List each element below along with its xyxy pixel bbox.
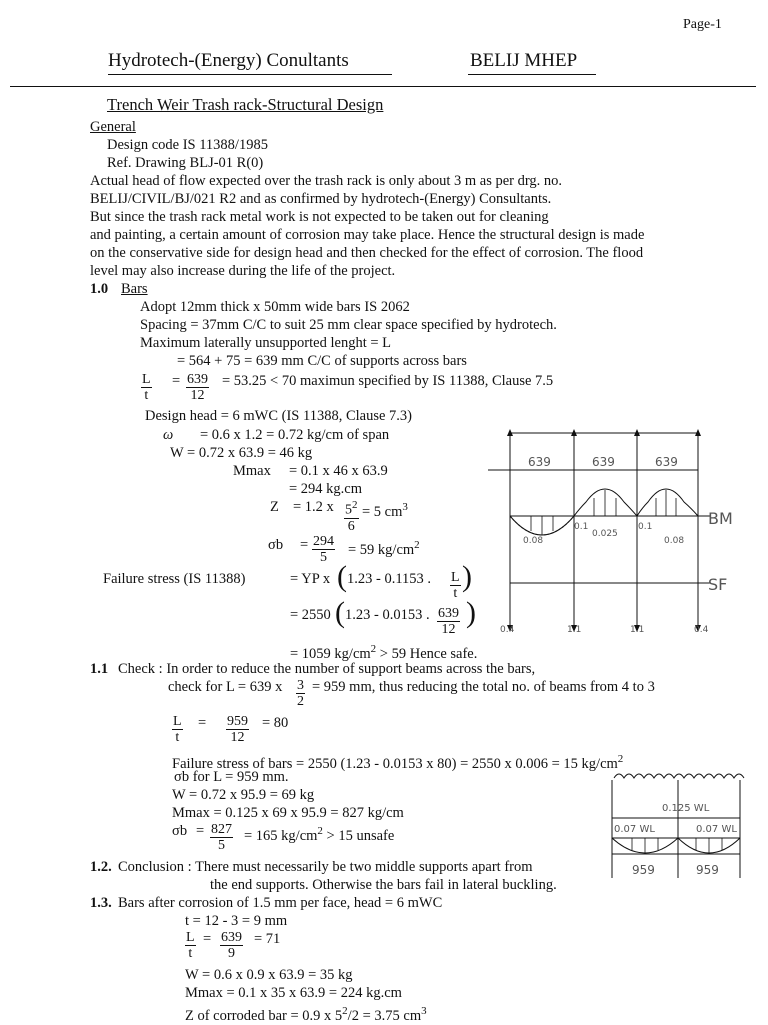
z-prefix: = 1.2 x bbox=[293, 499, 334, 515]
reaction-3: 1.1 bbox=[630, 625, 645, 635]
project-name: BELIJ MHEP bbox=[470, 50, 578, 71]
check-sigma-b-line: σb for L = 959 mm. bbox=[174, 769, 289, 785]
sf-label: SF bbox=[708, 575, 728, 594]
check-sigma-b-fraction: $\frac{827}{5}$ bbox=[211, 822, 232, 853]
mmax-result: = 294 kg.cm bbox=[289, 481, 363, 497]
mmax-value: = 0.1 x 46 x 63.9 bbox=[289, 463, 388, 479]
continuous-beam-diagram bbox=[488, 428, 748, 646]
check-line-1: Check : In order to reduce the number of support beams across the bars, bbox=[118, 661, 536, 677]
general-para-1: Actual head of flow expected over the trash rack is only about 3 m as per drg. no. bbox=[90, 173, 563, 189]
bars-spacing: Spacing = 37mm C/C to suit 25 mm clear space specified by hydrotech. bbox=[140, 317, 557, 333]
omega-value: = 0.6 x 1.2 = 0.72 kg/cm of span bbox=[200, 427, 390, 443]
company-underline bbox=[108, 74, 392, 75]
l-over-t-value-fraction: $\frac{639}{12}$ bbox=[187, 372, 208, 403]
check-l-over-t-equals: = bbox=[198, 715, 207, 731]
bars-adopt: Adopt 12mm thick x 50mm wide bars IS 2062 bbox=[140, 299, 410, 315]
general-para-2: BELIJ/CIVIL/BJ/021 R2 and as confirmed by hydrotech-(Energy) Consultants. bbox=[90, 191, 552, 207]
corrosion-mmax: Mmax = 0.1 x 35 x 63.9 = 224 kg.cm bbox=[185, 985, 402, 1001]
section-1-0-heading: Bars bbox=[121, 281, 148, 297]
design-code: Design code IS 11388/1985 bbox=[107, 137, 268, 153]
two-span-beam-diagram bbox=[602, 766, 762, 888]
check-sigma-b-result: = 165 $kg/cm^2 > 15$ unsafe bbox=[244, 825, 395, 844]
bm-value-5: 0.08 bbox=[664, 536, 685, 546]
load-w: W = 0.72 x 63.9 = 46 kg bbox=[170, 445, 313, 461]
design-head: Design head = 6 mWC (IS 11388, Clause 7.3) bbox=[145, 408, 412, 424]
z-fraction: $\frac{5^2}{6}$ bbox=[345, 499, 358, 534]
check-mmax: Mmax = 0.125 x 69 x 95.9 = 827 kg/cm bbox=[172, 805, 404, 821]
sigma-b-equals: = bbox=[300, 537, 309, 553]
bars-unsupported-length: Maximum laterally unsupported lenght = L bbox=[140, 335, 392, 351]
section-1-2-number: 1.2. bbox=[90, 859, 112, 875]
conclusion-line-1: Conclusion : There must necessarily be two middle supports apart from bbox=[118, 859, 533, 875]
span-label-2: 639 bbox=[592, 455, 615, 469]
mmax-label: Mmax bbox=[233, 463, 271, 479]
company-name: Hydrotech-(Energy) Conultants bbox=[108, 50, 349, 71]
header-rule bbox=[10, 86, 756, 87]
check-sigma-b-label: σb bbox=[172, 823, 188, 839]
bm-value-4: 0.1 bbox=[638, 522, 653, 532]
corrosion-l-over-t-equals: = bbox=[203, 931, 212, 947]
failure-stress-2-expression: 1.23 - 0.0153 . bbox=[345, 607, 430, 623]
corrosion-l-over-t-value: $\frac{639}{9}$ bbox=[221, 930, 242, 961]
general-para-4: and painting, a certain amount of corrosion may take place. Hence the structural design is made bbox=[90, 227, 645, 243]
sigma-b-label: σb bbox=[268, 537, 284, 553]
corrosion-z: Z of corroded bar = 0.9 x $5^2/2 = 3.75$ $cm^3$ bbox=[185, 1005, 427, 1024]
paren-close-1: ) bbox=[462, 560, 472, 593]
span-label-a: 959 bbox=[632, 863, 655, 877]
corrosion-load-w: W = 0.6 x 0.9 x 63.9 = 35 kg bbox=[185, 967, 353, 983]
reaction-2: 1.1 bbox=[567, 625, 582, 635]
general-para-3: But since the trash rack metal work is not expected to be taken out for cleaning bbox=[90, 209, 549, 225]
check-line-2a: check for L = 639 x bbox=[168, 679, 283, 695]
check-sigma-b-equals: = bbox=[196, 823, 205, 839]
mid-moment-label: 0.125 WL bbox=[662, 803, 710, 814]
span-label-3: 639 bbox=[655, 455, 678, 469]
section-1-0-number: 1.0 bbox=[90, 281, 109, 297]
z-result: = 5 $cm^3$ bbox=[362, 501, 408, 520]
failure-stress-formula: = YP x bbox=[290, 571, 331, 587]
l-over-t-fraction: $\frac{L}{t}$ bbox=[142, 372, 151, 403]
failure-stress-label: Failure stress (IS 11388) bbox=[103, 571, 246, 587]
page-number: Page-1 bbox=[683, 17, 722, 32]
general-para-6: level may also increase during the life of the project. bbox=[90, 263, 396, 279]
failure-stress-2-fraction: $\frac{639}{12}$ bbox=[438, 606, 459, 637]
corrosion-line-1: Bars after corrosion of 1.5 mm per face, head = 6 mWC bbox=[118, 895, 443, 911]
check-fraction: $\frac{3}{2}$ bbox=[297, 678, 304, 709]
project-underline bbox=[468, 74, 596, 75]
check-load-w: W = 0.72 x 95.9 = 69 kg bbox=[172, 787, 315, 803]
paren-open-2: ( bbox=[335, 596, 345, 629]
omega-symbol: ω bbox=[163, 427, 174, 443]
check-line-2b: = 959 mm, thus reducing the total no. of beams from 4 to 3 bbox=[312, 679, 655, 695]
check-l-over-t-result: = 80 bbox=[262, 715, 289, 731]
right-moment-label: 0.07 WL bbox=[696, 824, 737, 835]
sigma-b-result: = 59 $kg/cm^2$ bbox=[348, 539, 420, 558]
reaction-1: 0.4 bbox=[500, 625, 515, 635]
corrosion-thickness: t = 12 - 3 = 9 mm bbox=[185, 913, 288, 929]
general-heading: General bbox=[90, 119, 136, 135]
section-1-3-number: 1.3. bbox=[90, 895, 112, 911]
paren-open-1: ( bbox=[337, 560, 347, 593]
failure-stress-expression: 1.23 - 0.1153 . bbox=[347, 571, 432, 587]
bars-length-value: = 564 + 75 = 639 mm C/C of supports across bars bbox=[177, 353, 467, 369]
section-1-1-number: 1.1 bbox=[90, 661, 109, 677]
failure-stress-2: = 2550 bbox=[290, 607, 331, 623]
l-over-t-equals: = bbox=[172, 373, 181, 389]
paren-close-2: ) bbox=[466, 596, 476, 629]
span-label-b: 959 bbox=[696, 863, 719, 877]
corrosion-l-over-t: $\frac{L}{t}$ bbox=[186, 930, 195, 961]
check-l-over-t: $\frac{L}{t}$ bbox=[173, 714, 182, 745]
check-failure-stress: Failure stress of bars = 2550 (1.23 - 0.0153 x 80) = 2550 x 0.006 = 15 $kg/cm^2$ bbox=[172, 753, 624, 772]
bm-value-1: 0.08 bbox=[523, 536, 544, 546]
document-title: Trench Weir Trash rack-Structural Design bbox=[107, 95, 384, 114]
z-label: Z bbox=[270, 499, 279, 515]
general-para-5: on the conservative side for design head and then checked for the effect of corrosion. The flood bbox=[90, 245, 644, 261]
sigma-b-fraction: $\frac{294}{5}$ bbox=[313, 534, 334, 565]
left-moment-label: 0.07 WL bbox=[614, 824, 655, 835]
span-label-1: 639 bbox=[528, 455, 551, 469]
bm-value-2: 0.1 bbox=[574, 522, 589, 532]
ref-drawing: Ref. Drawing BLJ-01 R(0) bbox=[107, 155, 264, 171]
bm-value-3: 0.025 bbox=[592, 529, 618, 539]
l-over-t-result: = 53.25 < 70 maximun specified by IS 11388, Clause 7.5 bbox=[222, 373, 554, 389]
corrosion-l-over-t-result: = 71 bbox=[254, 931, 281, 947]
failure-stress-result: = 1059 $kg/cm^2 > 59$ Hence safe. bbox=[290, 643, 478, 662]
bm-label: BM bbox=[708, 509, 733, 528]
conclusion-line-2: the end supports. Otherwise the bars fail in lateral buckling. bbox=[210, 877, 557, 893]
failure-stress-l-over-t: $\frac{L}{t}$ bbox=[451, 570, 460, 601]
reaction-4: 0.4 bbox=[694, 625, 709, 635]
check-l-over-t-value: $\frac{959}{12}$ bbox=[227, 714, 248, 745]
